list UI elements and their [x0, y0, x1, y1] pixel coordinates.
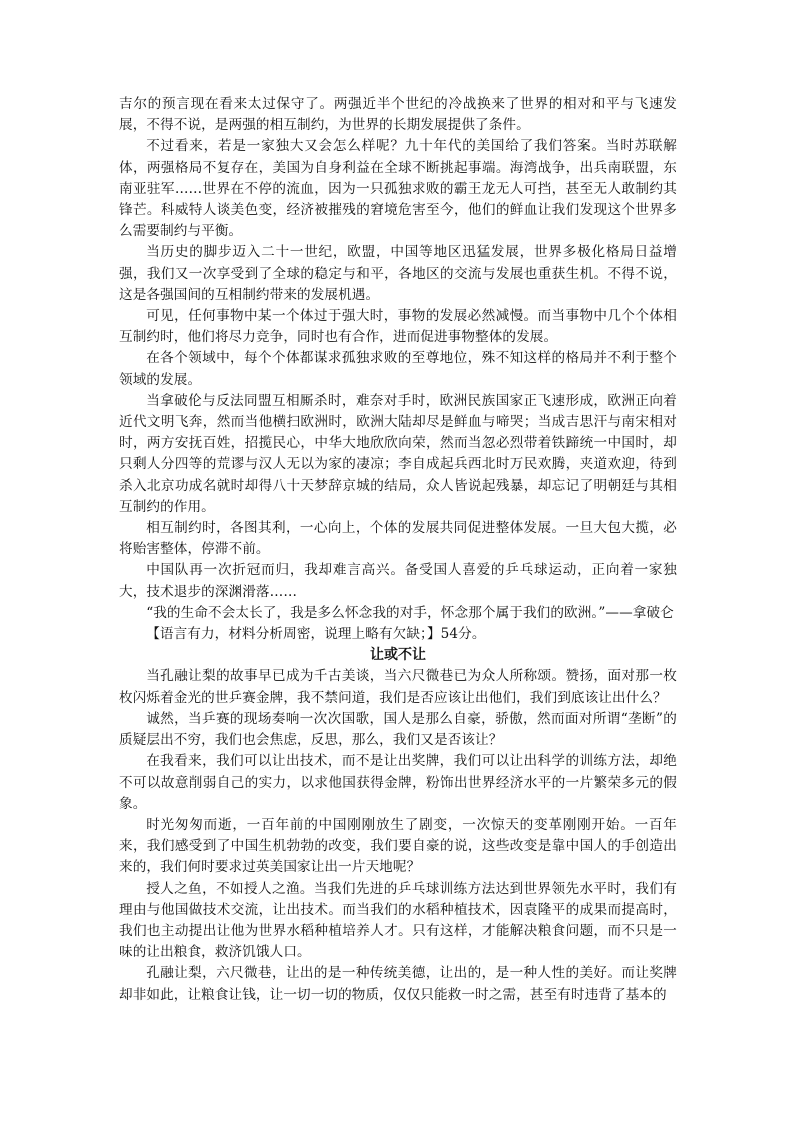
paragraph: 在各个领域中，每个个体都谋求孤独求败的至尊地位，殊不知这样的格局并不利于整个领域的发展。 — [119, 350, 677, 388]
teacher-comment: 【语言有力，材料分析周密，说理上略有欠缺；】54分。 — [146, 626, 486, 643]
paragraph: 当孔融让梨的故事早已成为千古美谈，当六尺微巷已为众人所称颂。赞扬，面对那一枚枚闪烁着金光的世乒赛金牌，我不禁问道，我们是否应该让出他们，我们到底该让出什么？ — [119, 668, 677, 706]
paragraph: 当拿破伦与反法同盟互相厮杀时，难奈对手时，欧洲民族国家正飞速形成，欧洲正向着近代文明飞奔，然而当他横扫欧洲时，欧洲大陆却尽是鲜血与啼哭；当成吉思汗与南宋相对时，两方安抚百姓，招揽民心，中华大地欣欣向荣，然而当忽必烈带着铁蹄统一中国时，却只剩人分四等的荒谬与汉人无以为家的凄凉；李自成起兵西北时万民欢腾，夹道欢迎，待到杀入北京功成名就时却得八十天梦辞京城的结局，众人皆说起残暴，却忘记了明朝廷与其相互制约的作用。 — [119, 392, 677, 515]
paragraph: 授人之鱼，不如授人之渔。当我们先进的乒乓球训练方法达到世界领先水平时，我们有理由与他国做技术交流，让出技术。而当我们的水稻种植技术，因袁隆平的成果而提高时，我们也主动提出让他为世界水稻种植培养人才。只有这样，才能解决粮食问题，而不只是一味的让出粮食，救济饥饿人口。 — [119, 880, 677, 961]
paragraph: 相互制约时，各图其利，一心向上，个体的发展共同促进整体发展。一旦大包大揽，必将贻害整体，停滞不前。 — [119, 520, 677, 558]
paragraph: 中国队再一次折冠而归，我却难言高兴。备受国人喜爱的乒乓球运动，正向着一家独大，技术退步的深渊滑落…… — [119, 562, 677, 600]
document-page — [119, 94, 677, 1006]
paragraph: 不过看来，若是一家独大又会怎么样呢？九十年代的美国给了我们答案。当时苏联解体，两强格局不复存在，美国为自身利益在全球不断挑起事端。海湾战争，出兵南联盟，东南亚驻军……世界在不停的流血，因为一只孤独求败的霸王龙无人可挡，甚至无人敢制约其锋芒。科威特人谈美色变，经济被摧残的窘境危害至今，他们的鲜血让我们发现这个世界多么需要制约与平衡。 — [119, 138, 677, 240]
paragraph: 当历史的脚步迈入二十一世纪，欧盟，中国等地区迅猛发展，世界多极化格局日益增强，我们又一次享受到了全球的稳定与和平，各地区的交流与发展也重获生机。不得不说，这是各强国间的互相制约带来的发展机遇。 — [119, 244, 677, 303]
paragraph: 可见，任何事物中某一个体过于强大时，事物的发展必然减慢。而当事物中几个个体相互制约时，他们将尽力竞争，同时也有合作，进而促进事物整体的发展。 — [119, 308, 677, 346]
essay-title: 让或不让 — [370, 647, 426, 664]
quote-paragraph: “我的生命不会太长了，我是多么怀念我的对手，怀念那个属于我们的欧洲。”——拿破仑 — [146, 604, 674, 621]
paragraph: 诚然，当乒赛的现场奏响一次次国歌，国人是那么自豪，骄傲，然而面对所谓“垄断”的质疑层出不穷，我们也会焦虑，反思，那么，我们又是否该让？ — [119, 710, 677, 749]
paragraph: 吉尔的预言现在看来太过保守了。两强近半个世纪的冷战换来了世界的相对和平与飞速发展，不得不说，是两强的相互制约，为世界的长期发展提供了条件。 — [119, 96, 677, 134]
paragraph: 孔融让梨，六尺微巷，让出的是一种传统美德，让出的，是一种人性的美好。而让奖牌却非如此，让粮食让钱，让一切一切的物质，仅仅只能救一时之需，甚至有时违背了基本的 — [119, 965, 677, 1003]
paragraph: 时光匆匆而逝，一百年前的中国刚刚放生了剧变，一次惊天的变革刚刚开始。一百年来，我们感受到了中国生机勃勃的改变，我们要自豪的说，这些改变是靠中国人的手创造出来的，我们何时要求过英美国家让出一片天地呢？ — [119, 816, 677, 876]
paragraph: 在我看来，我们可以让出技术，而不是让出奖牌，我们可以让出科学的训练方法，却绝不可以故意削弱自己的实力，以求他国获得金牌，粉饰出世界经济水平的一片繁荣多元的假象。 — [119, 753, 677, 812]
